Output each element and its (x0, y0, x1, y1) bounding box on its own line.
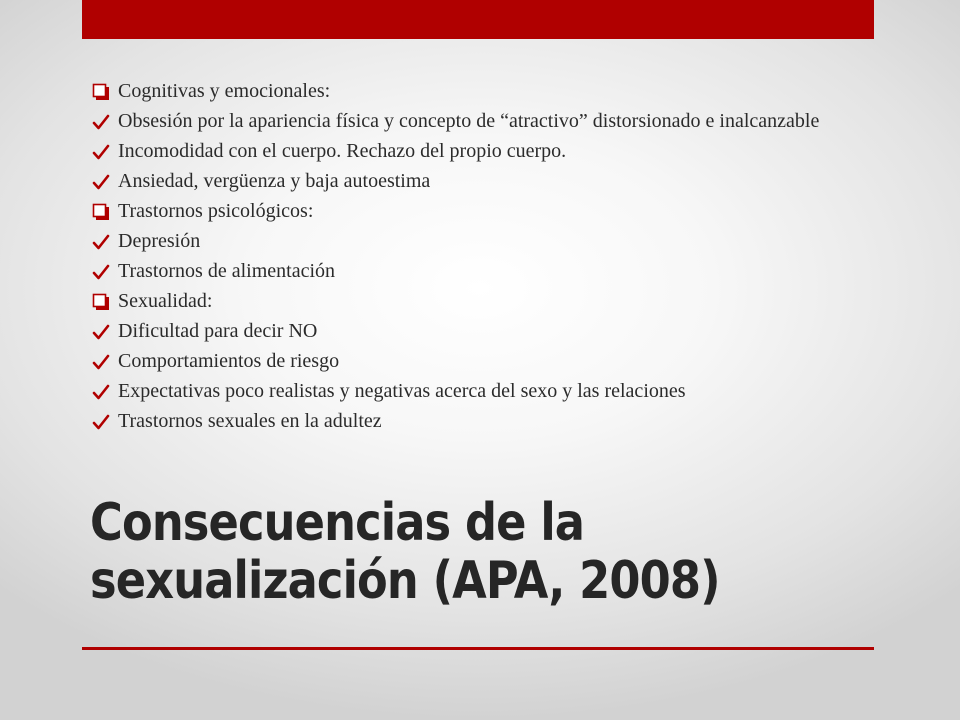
checkmark-icon (92, 173, 110, 191)
title-underline (82, 647, 874, 650)
checkmark-icon (92, 413, 110, 431)
list-item-text: Expectativas poco realistas y negativas acerca del sexo y las relaciones (118, 380, 686, 402)
checkmark-icon (92, 323, 110, 341)
list-item (90, 322, 870, 341)
checkmark-icon (92, 113, 110, 131)
section-heading-item (90, 292, 870, 311)
list-item (90, 412, 870, 431)
list-item (90, 382, 870, 401)
list-item-text: Ansiedad, vergüenza y baja autoestima (118, 170, 431, 192)
checkmark-icon (92, 353, 110, 371)
list-item-text: Trastornos psicológicos: (118, 200, 314, 222)
list-item (90, 142, 870, 161)
list-item (90, 172, 870, 191)
slide-title (90, 494, 769, 610)
section-heading-item (90, 202, 870, 221)
list-item (90, 232, 870, 251)
slide-title-line-2: sexualización (APA, 2008) (90, 551, 720, 611)
checkmark-icon (92, 383, 110, 401)
list-item-text: Depresión (118, 230, 201, 252)
list-item (90, 112, 870, 131)
list-item (90, 262, 870, 281)
list-item-text: Incomodidad con el cuerpo. Rechazo del propio cuerpo. (118, 140, 567, 162)
section-heading-item (90, 82, 870, 101)
list-item-text: Trastornos sexuales en la adultez (118, 410, 382, 432)
checkmark-icon (92, 263, 110, 281)
slide-title-line-1: Consecuencias de la (90, 493, 585, 553)
top-accent-bar (82, 0, 874, 39)
bullet-list (90, 82, 870, 442)
list-item-text: Dificultad para decir NO (118, 320, 318, 342)
list-item-text: Comportamientos de riesgo (118, 350, 340, 372)
list-item-text: Cognitivas y emocionales: (118, 80, 331, 102)
square-bullet-icon (92, 293, 110, 311)
list-item-text: Sexualidad: (118, 290, 213, 312)
square-bullet-icon (92, 83, 110, 101)
checkmark-icon (92, 233, 110, 251)
list-item (90, 352, 870, 371)
square-bullet-icon (92, 203, 110, 221)
list-item-text: Trastornos de alimentación (118, 260, 336, 282)
list-item-text: Obsesión por la apariencia física y concepto de “atractivo” distorsionado e inalcanzable (118, 110, 820, 132)
checkmark-icon (92, 143, 110, 161)
